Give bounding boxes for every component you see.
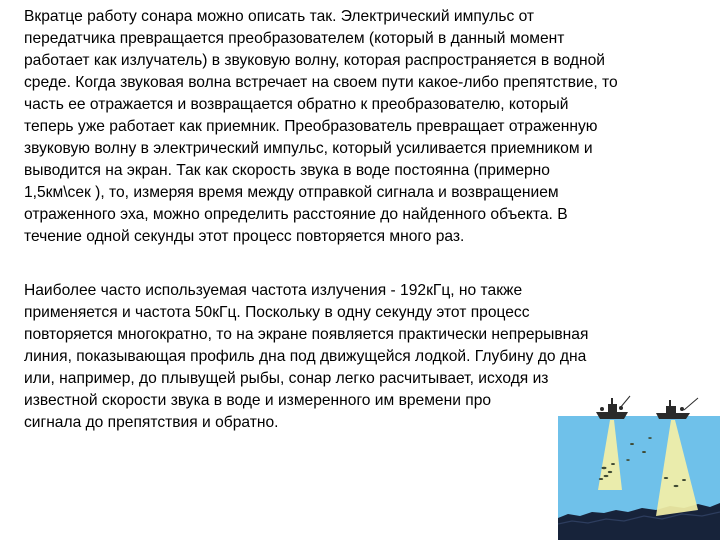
text-line: течение одной секунды этот процесс повторяется много раз. [24, 228, 465, 245]
boat-left-icon [596, 396, 630, 419]
paragraph-sonar-principle [24, 6, 714, 248]
text-line: часть ее отражается и возвращается обратно к преобразователю, который [24, 96, 569, 113]
text-line: передатчика превращается преобразователем (который в данный момент [24, 30, 565, 47]
sonar-illustration [558, 382, 720, 540]
text-line: Наиболее часто используемая частота излучения - 192кГц, но также [24, 282, 523, 299]
text-line: сигнала до препятствия и обратно. [24, 414, 279, 431]
text-line: работает как излучатель) в звуковую волну, которая распространяется в водной [24, 52, 605, 69]
text-line: теперь уже работает как приемник. Преобразователь превращает отраженную [24, 118, 598, 135]
text-line: применяется и частота 50кГц. Поскольку в одну секунду этот процесс [24, 304, 530, 321]
text-line: 1,5км\сек ), то, измеряя время между отправкой сигнала и возвращением [24, 184, 559, 201]
text-line: Вкратце работу сонара можно описать так. Электрический импульс от [24, 8, 535, 25]
text-line: отраженного эха, можно определить расстояние до найденного объекта. В [24, 206, 568, 223]
text-line: выводится на экран. Так как скорость звука в воде постоянна (примерно [24, 162, 550, 179]
text-line: или, например, до плывущей рыбы, сонар легко расчитывает, исходя из [24, 370, 549, 387]
text-line: повторяется многократно, то на экране появляется практически непрерывная [24, 326, 589, 343]
text-line: линия, показывающая профиль дна под движущейся лодкой. Глубину до дна [24, 348, 587, 365]
text-line: известной скорости звука в воде и измеренного им времени про [24, 392, 492, 409]
text-line: звуковую волну в электрический импульс, который усиливается приемником и [24, 140, 593, 157]
boat-right-icon [656, 398, 698, 419]
text-line: среде. Когда звуковая волна встречает на своем пути какое-либо препятствие, то [24, 74, 618, 91]
